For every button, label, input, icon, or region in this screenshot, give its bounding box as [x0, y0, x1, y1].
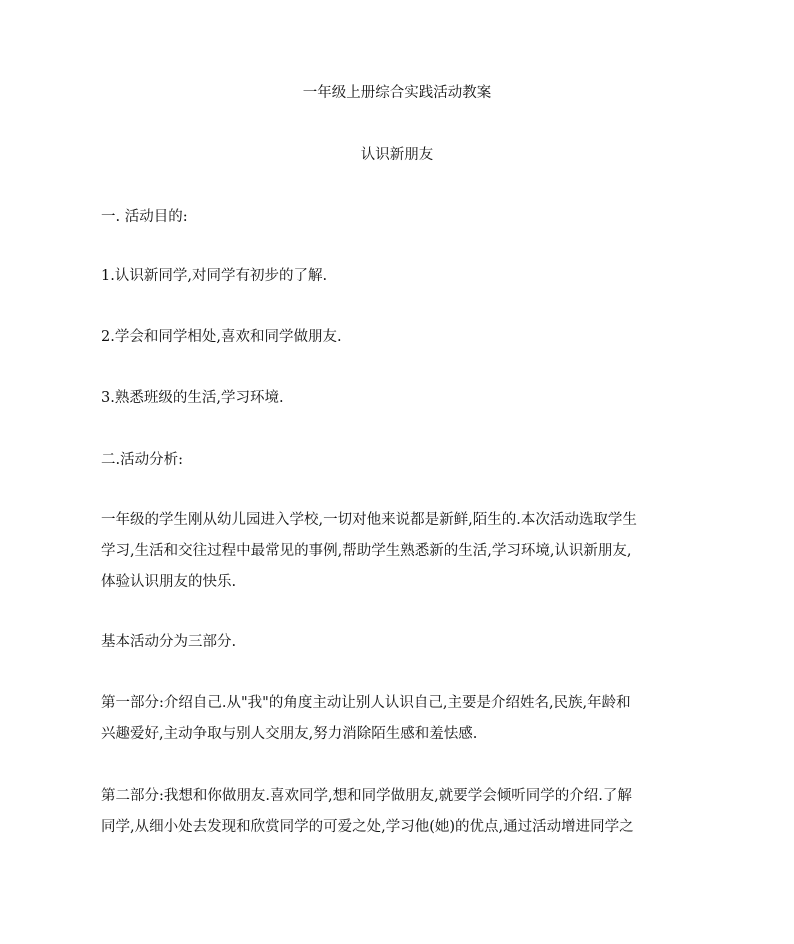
analysis-paragraph-line: 一年级的学生刚从幼儿园进入学校,一切对他来说都是新鲜,陌生的.本次活动选取学生: [101, 512, 637, 528]
goal-item-1: 1.认识新同学,对同学有初步的了解.: [101, 268, 328, 284]
document-title: 一年级上册综合实践活动教案: [302, 85, 492, 101]
goal-item-3: 3.熟悉班级的生活,学习环境.: [101, 390, 284, 406]
analysis-paragraph-line: 学习,生活和交往过程中最常见的事例,帮助学生熟悉新的生活,学习环境,认识新朋友,: [101, 543, 632, 559]
part1-paragraph-line: 第一部分:介绍自己.从"我"的角度主动让别人认识自己,主要是介绍姓名,民族,年龄和: [101, 695, 631, 711]
part2-paragraph-line: 第二部分:我想和你做朋友.喜欢同学,想和同学做朋友,就要学会倾听同学的介绍.了解: [101, 788, 632, 804]
part1-paragraph-line: 兴趣爱好,主动争取与别人交朋友,努力消除陌生感和羞怯感.: [101, 726, 478, 742]
section-heading-analysis: 二.活动分析:: [101, 452, 183, 468]
section-heading-goals: 一. 活动目的:: [101, 209, 188, 225]
analysis-paragraph-line: 体验认识朋友的快乐.: [101, 574, 237, 590]
part2-paragraph-line: 同学,从细小处去发现和欣赏同学的可爱之处,学习他(她)的优点,通过活动增进同学之: [101, 819, 634, 835]
goal-item-2: 2.学会和同学相处,喜欢和同学做朋友.: [101, 329, 342, 345]
document-subtitle: 认识新朋友: [360, 147, 434, 163]
parts-intro: 基本活动分为三部分.: [101, 634, 237, 650]
